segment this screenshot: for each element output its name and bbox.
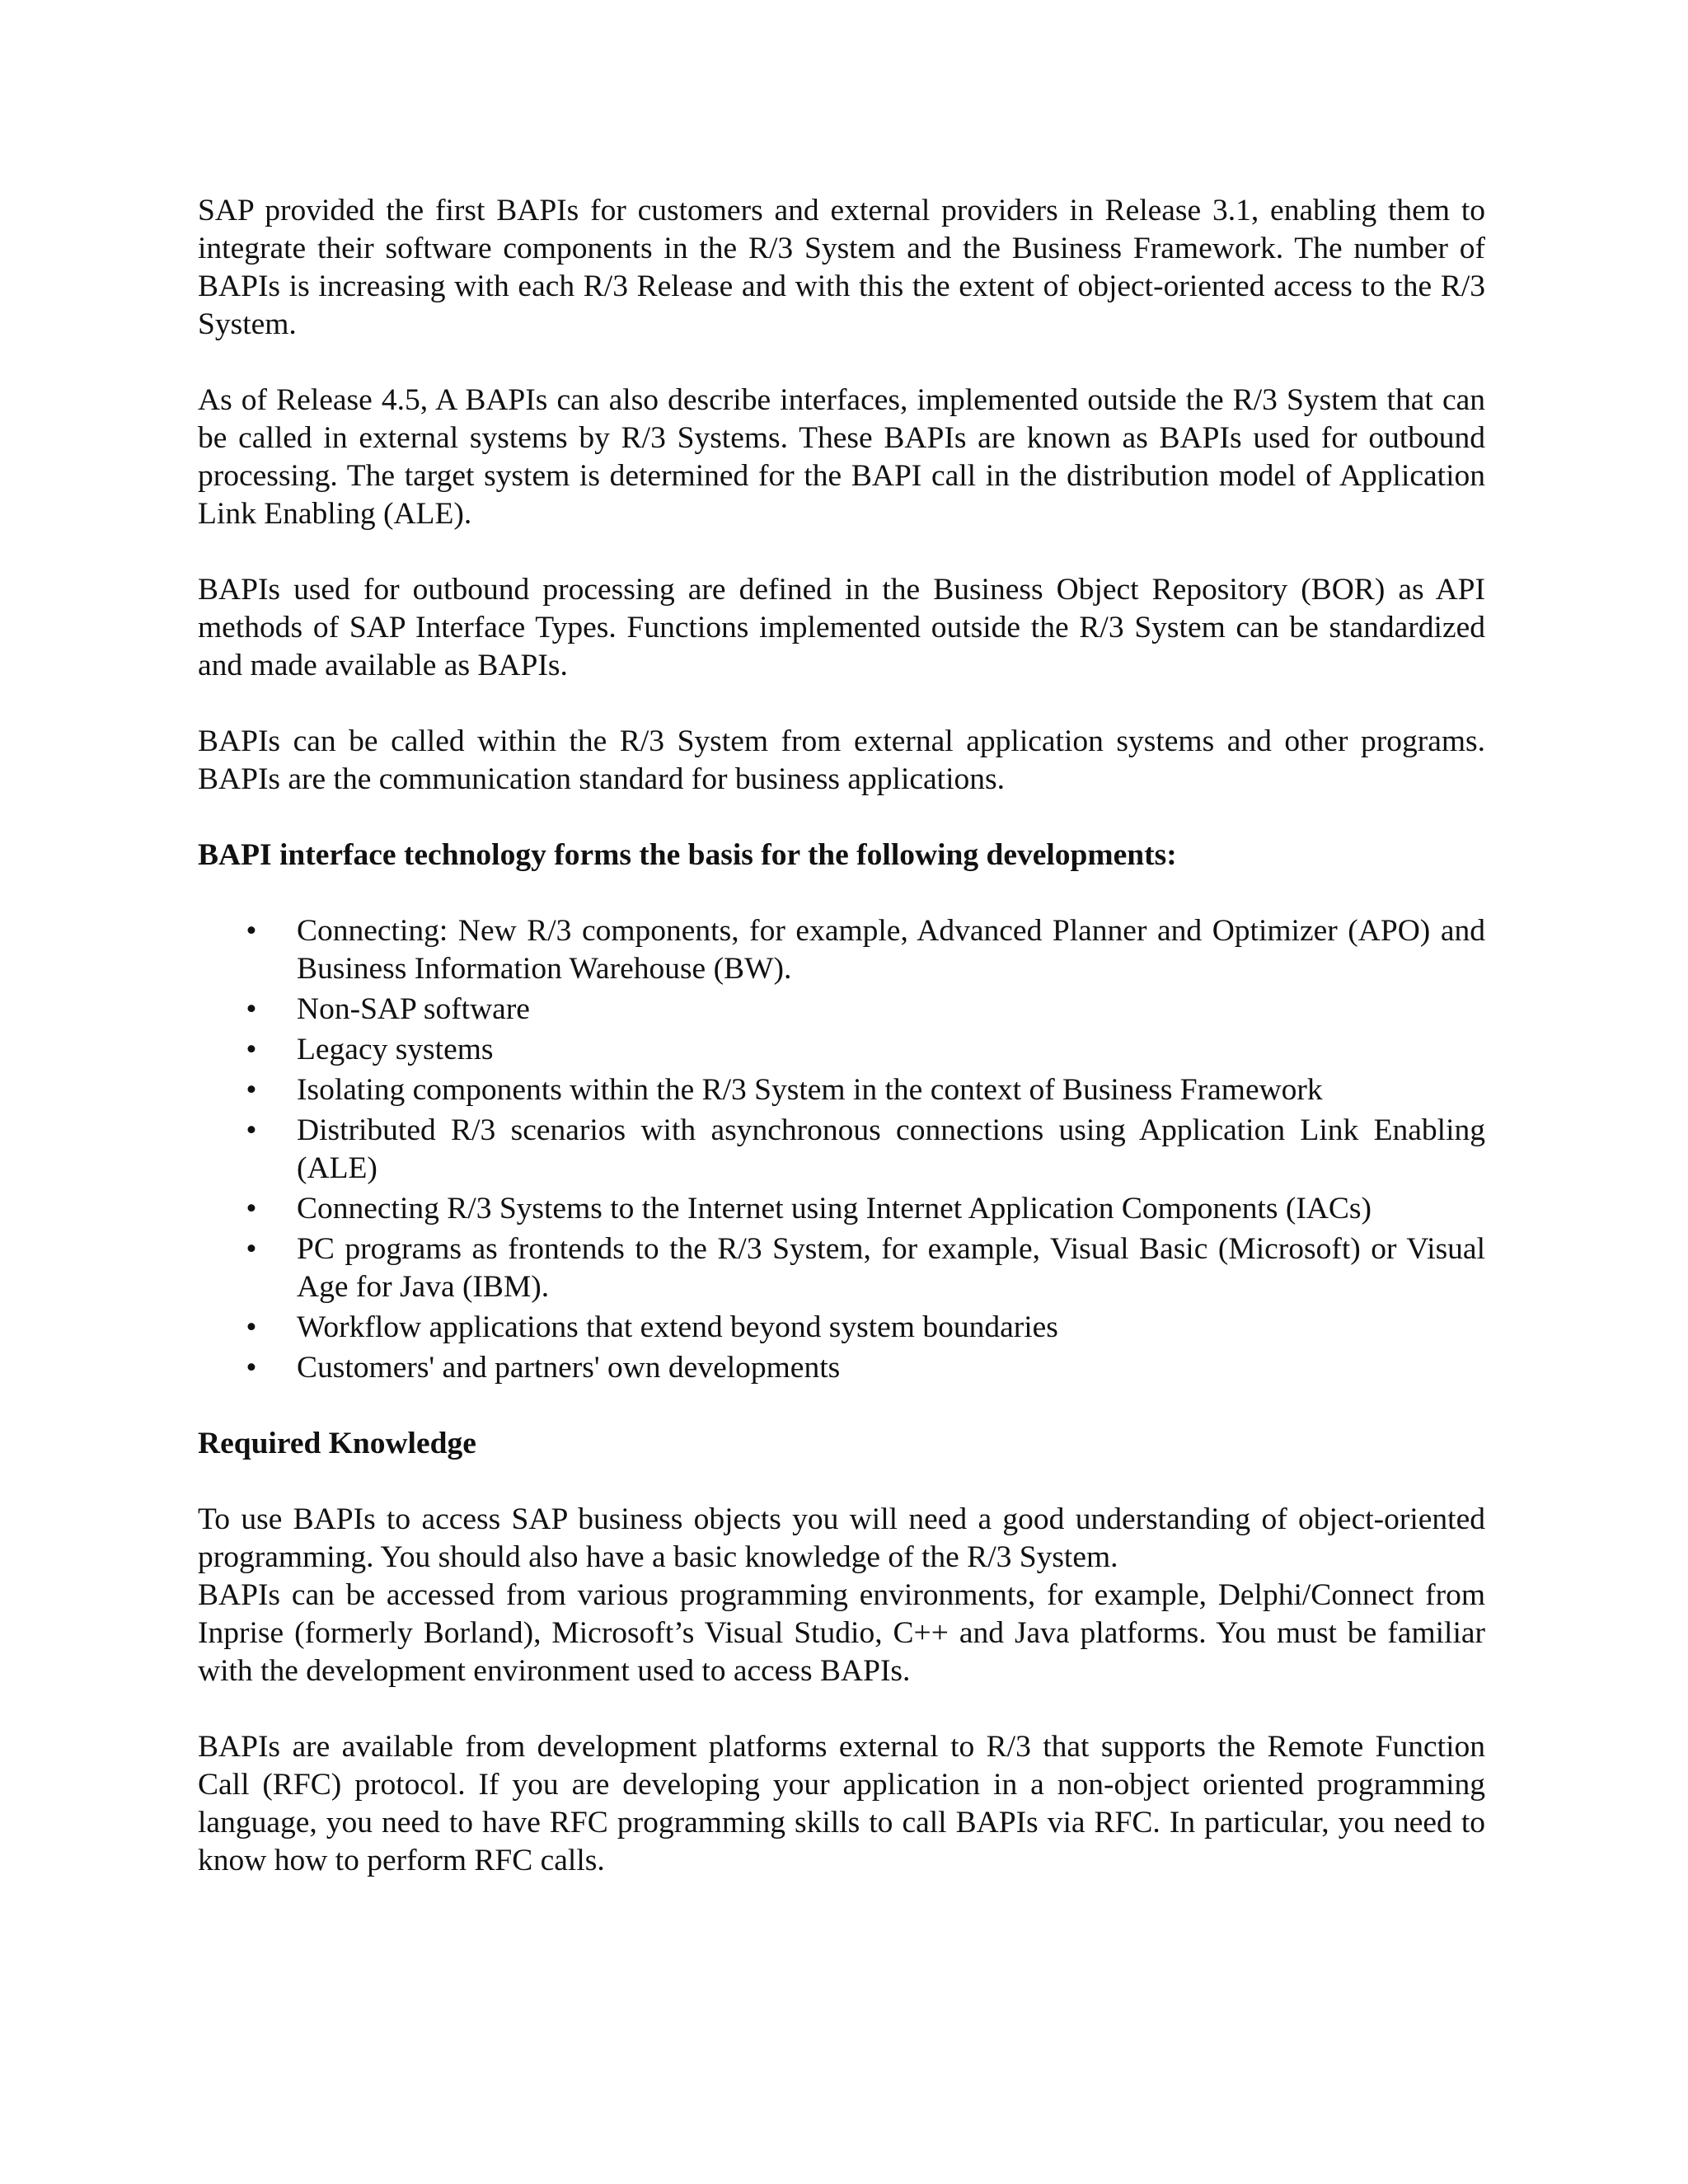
list-item-text: PC programs as frontends to the R/3 System, for example, Visual Basic (Microsoft) or Visual Age for Java (IBM). [297,1232,1485,1304]
bullet-icon: • [246,1033,257,1066]
document-page [198,192,1485,1918]
knowledge-paragraph-rfc: BAPIs are available from development platforms external to R/3 that supports the Remote Function Call (RFC) protocol. If you are developing your application in a non-object oriented programming language, you need to have RFC programming skills to call BAPIs via RFC. In particular, you need to know how to perform RFC calls. [198,1730,1485,1877]
list-item-text: Distributed R/3 scenarios with asynchronous connections using Application Link Enabling (ALE) [297,1113,1485,1185]
knowledge-paragraph-oop: To use BAPIs to access SAP business objects you will need a good understanding of object-oriented programming. You should also have a basic knowledge of the R/3 System. [198,1502,1485,1574]
list-item [198,1112,1485,1188]
bullet-icon: • [246,992,257,1026]
required-knowledge-heading: Required Knowledge [198,1427,476,1460]
bullet-icon: • [246,1073,257,1107]
list-item [198,1031,1485,1069]
bullet-icon: • [246,1351,257,1385]
list-item [198,1309,1485,1347]
bullet-icon: • [246,1113,257,1147]
bullet-icon: • [246,1232,257,1266]
developments-heading: BAPI interface technology forms the basis for the following developments: [198,838,1177,872]
list-item-text: Connecting: New R/3 components, for example, Advanced Planner and Optimizer (APO) and Business Information Warehouse (BW). [297,914,1485,986]
list-item [198,912,1485,988]
intro-paragraph-release-3-1: SAP provided the first BAPIs for customers and external providers in Release 3.1, enabling them to integrate their software components in the R/3 System and the Business Framework. The number of BAPIs is increasing with each R/3 Release and with this the extent of object-oriented access to the R/3 System. [198,194,1485,341]
list-item [198,1190,1485,1228]
bullet-icon: • [246,1310,257,1344]
intro-paragraph-release-4-5: As of Release 4.5, A BAPIs can also describe interfaces, implemented outside the R/3 System that can be called in external systems by R/3 Systems. These BAPIs are known as BAPIs used for outbound processing. The target system is determined for the BAPI call in the distribution model of Application Link Enabling (ALE). [198,383,1485,531]
outbound-processing-paragraph: BAPIs used for outbound processing are defined in the Business Object Repository (BOR) as API methods of SAP Interface Types. Functions implemented outside the R/3 System can be standardized and made available as BAPIs. [198,573,1485,682]
list-item-text: Customers' and partners' own developments [297,1351,841,1385]
list-item-text: Non-SAP software [297,992,530,1026]
communication-standard-paragraph: BAPIs can be called within the R/3 System from external application systems and other programs. BAPIs are the communication standard for business applications. [198,724,1485,796]
list-item [198,991,1485,1029]
list-item-text: Legacy systems [297,1033,494,1066]
bullet-icon: • [246,914,257,948]
list-item-text: Workflow applications that extend beyond system boundaries [297,1310,1058,1344]
list-item [198,1071,1485,1109]
knowledge-paragraph-environments: BAPIs can be accessed from various programming environments, for example, Delphi/Connect from Inprise (formerly Borland), Microsoft’s Visual Studio, C++ and Java platforms. You must be familiar with the development environment used to access BAPIs. [198,1578,1485,1688]
developments-list [198,912,1485,1387]
list-item [198,1349,1485,1387]
list-item [198,1230,1485,1306]
list-item-text: Connecting R/3 Systems to the Internet using Internet Application Components (IACs) [297,1192,1372,1226]
bullet-icon: • [246,1192,257,1226]
list-item-text: Isolating components within the R/3 System in the context of Business Framework [297,1073,1323,1107]
